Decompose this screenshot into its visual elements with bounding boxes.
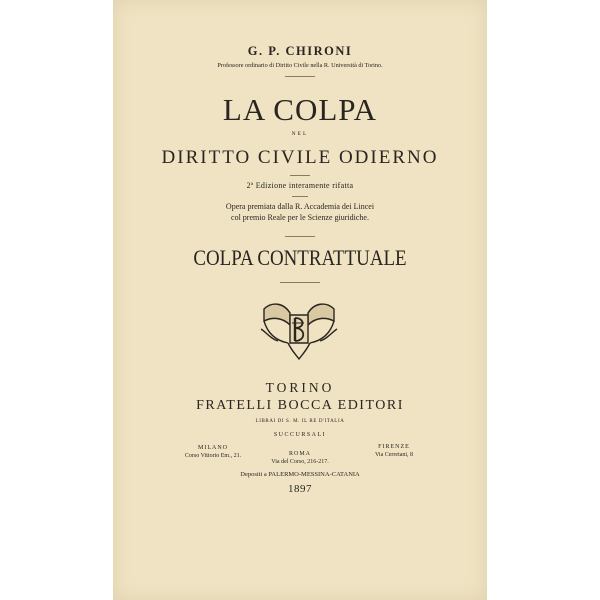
branch-address: Via Cerretani, 8	[374, 452, 414, 458]
title-connector: NEL	[291, 131, 309, 137]
author-description: Professore ordinario di Diritto Civile nella R. Università di Torino.	[217, 62, 383, 69]
branch-city: FIRENZE	[378, 444, 410, 450]
publication-year: 1897	[288, 483, 312, 495]
author-name: G. P. CHIRONI	[247, 44, 353, 58]
divider	[290, 175, 310, 176]
imprint-city: TORINO	[265, 380, 335, 395]
publisher-monogram-emblem-icon	[258, 295, 340, 361]
branch-address: Via del Corso, 216-217.	[271, 459, 329, 465]
award-line-1: Opera premiata dalla R. Accademia dei Lincei	[225, 202, 375, 211]
edition-note: 2ª Edizione interamente rifatta	[246, 181, 354, 190]
divider	[285, 236, 315, 237]
publisher-description: LIBRAI DI S. M. IL RE D'ITALIA	[255, 419, 345, 424]
award-line-2: col premio Reale per le Scienze giuridiche.	[231, 213, 369, 222]
book-subtitle: DIRITTO CIVILE ODIERNO	[161, 147, 439, 168]
branch-address: Corso Vittorio Em., 21.	[184, 453, 242, 459]
branch-city: MILANO	[198, 445, 228, 451]
publisher-name: FRATELLI BOCCA EDITORI	[196, 398, 404, 413]
title-page	[113, 0, 487, 600]
divider	[280, 282, 320, 283]
divider	[292, 196, 308, 197]
section-title: COLPA CONTRATTUALE	[193, 245, 407, 270]
book-title: LA COLPA	[222, 92, 378, 127]
divider	[285, 76, 315, 77]
branches-label: SUCCURSALI	[273, 432, 327, 438]
branch-city: ROMA	[288, 451, 311, 457]
depots-line: Depositi a PALERMO-MESSINA-CATANIA	[240, 471, 360, 478]
branch-firenze	[334, 444, 454, 458]
